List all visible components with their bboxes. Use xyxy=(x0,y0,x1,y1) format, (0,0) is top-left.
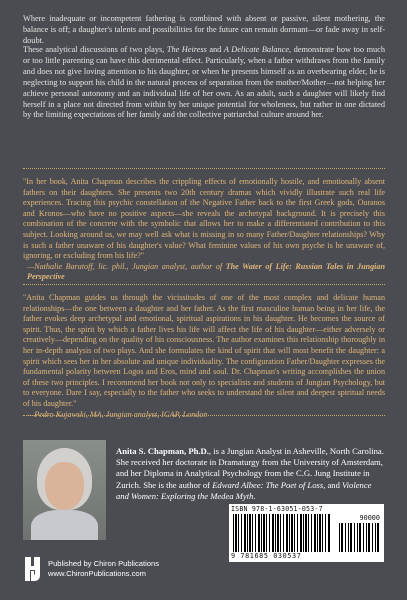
author-name: Anita S. Chapman, Ph.D. xyxy=(116,446,209,456)
quote-attribution: —Pedro Kujawski, MA, Jungian analyst, IGAP, London xyxy=(27,409,208,419)
endorsement-quote-kujawski xyxy=(23,293,385,420)
attribution-prefix: —Nathalie Baratoff, lic. phil., Jungian analyst, author of xyxy=(27,261,226,271)
bio-book-title-2: Violence and Women: Exploring the Medea Myth xyxy=(116,479,372,501)
endorsement-quote-baratoff xyxy=(23,177,385,283)
price-code: 90000 xyxy=(359,514,380,522)
play-title-delicate-balance: A Delicate Balance xyxy=(223,45,290,54)
quote-text: "Anita Chapman guides us through the vicissitudes of one of the most complex and delicate human relationships—the one between a daughter and her father. As the first masculine human being in her life, the father evokes deep archetypal and emotional, spiritual aspirations in his daughter. He becomes the source of spirit. Thus, the spirit by which a father lives his life will affect the life of his daughter—either adversely or creatively—depending on the quality of his consciousness. The author examines this relationship thoroughly in her in-depth analysis of two plays. And she formulates the kind of spirit that will most benefit the daughter: a spirit which sees her in her absolute and unique individuality. The configuration Father/Daughter expresses the fundamental polarity between Logos and Eros, mind and soul. Dr. Chapman's writing accomplishes the union of these two principles. I recommend her book not only to specialists and students of Jungian Psychology, but to everyone. Dare I say, especially to the father who seeks to understand the silent and deepest spiritual needs of his daughter." xyxy=(23,293,385,408)
intro-p2-and: and xyxy=(206,45,224,54)
divider xyxy=(23,168,385,169)
intro-paragraph-2 xyxy=(23,45,385,121)
isbn-number: ISBN 978-1-63051-053-7 xyxy=(231,505,323,513)
attribution-book-title: The Water of Life: Russian Tales in Jungian Perspective xyxy=(27,261,385,282)
isbn-barcode xyxy=(229,504,384,562)
divider xyxy=(23,284,385,285)
author-photo xyxy=(23,440,106,540)
intro-paragraph-1: Where inadequate or incompetent fathering is combined with absent or passive, silent mothering, the balance is off; a daughter's talents and possibilities for the future can remain dormant—or fade away in self-doubt. xyxy=(23,14,385,45)
intro-p2-end: , demonstrate how too much or too little parenting can have this detrimental effect. Particularly, when a father withdraws from the family and does not give loving attention to his daughter, or when he presents himself as an overbearing elder, he is neglecting to support his child in the natural process of separation from the mother/Mother—not helping her achieve personal autonomy and an individual life of her own. As an adult, such a daughter will likely find herself in a place not directed from within by her unique potential for wholeness, but rather in one dictated by the limiting expectations of her family and the collective patriarchal culture around her. xyxy=(23,45,386,120)
publisher-info xyxy=(48,559,159,579)
barcode-addon-bars xyxy=(339,523,380,552)
bio-text: , is a Jungian Analyst in Asheville, North Carolina. She received her doctorate in Dramaturgy from the University of Amsterdam, and her Diploma in Analytical Psychology from the C.G. Jung Institute in Zurich. She is the author of xyxy=(116,446,384,490)
play-title-heiress: The Heiress xyxy=(166,45,207,54)
chiron-logo-icon xyxy=(23,555,42,583)
author-bio xyxy=(116,446,384,502)
bio-book-title-1: Edward Albee: The Poet of Loss xyxy=(212,479,324,490)
barcode-bars xyxy=(233,514,330,552)
author-shirt xyxy=(31,510,98,540)
publisher-website: www.ChironPublications.com xyxy=(48,569,146,578)
author-face xyxy=(45,462,84,510)
quote-attribution xyxy=(27,262,385,283)
bio-and: , and xyxy=(323,479,343,490)
divider xyxy=(23,415,385,416)
quote-text: "In her book, Anita Chapman describes the crippling effects of emotionally hostile, and emotionally absent fathers on their daughters. She presents two 20th century dramas which vividly illustrate such real life experiences. Tracing this psychic constellation of the Negative Father back to the first Greek gods, Ouranos and Kronos—who have no positive aspects—she reveals the archetypal background. It is precisely this combination of the concrete with the symbolic that allows her to make a differentiated contribution to this subject. Looking around us, we may well ask what is missing in so many Father/Daughter relationships? Why is such a father unaware of his daughter's value? What feminine values of his own psyche is he unaware of, ignoring, or excluding from his life?" xyxy=(23,177,385,261)
intro-p2-start: These analytical discussions of two plays, xyxy=(23,45,167,54)
barcode-digits: 9 781685 030537 xyxy=(231,552,302,560)
publisher-name: Published by Chiron Publications xyxy=(48,559,160,568)
bio-end: . xyxy=(253,490,256,501)
